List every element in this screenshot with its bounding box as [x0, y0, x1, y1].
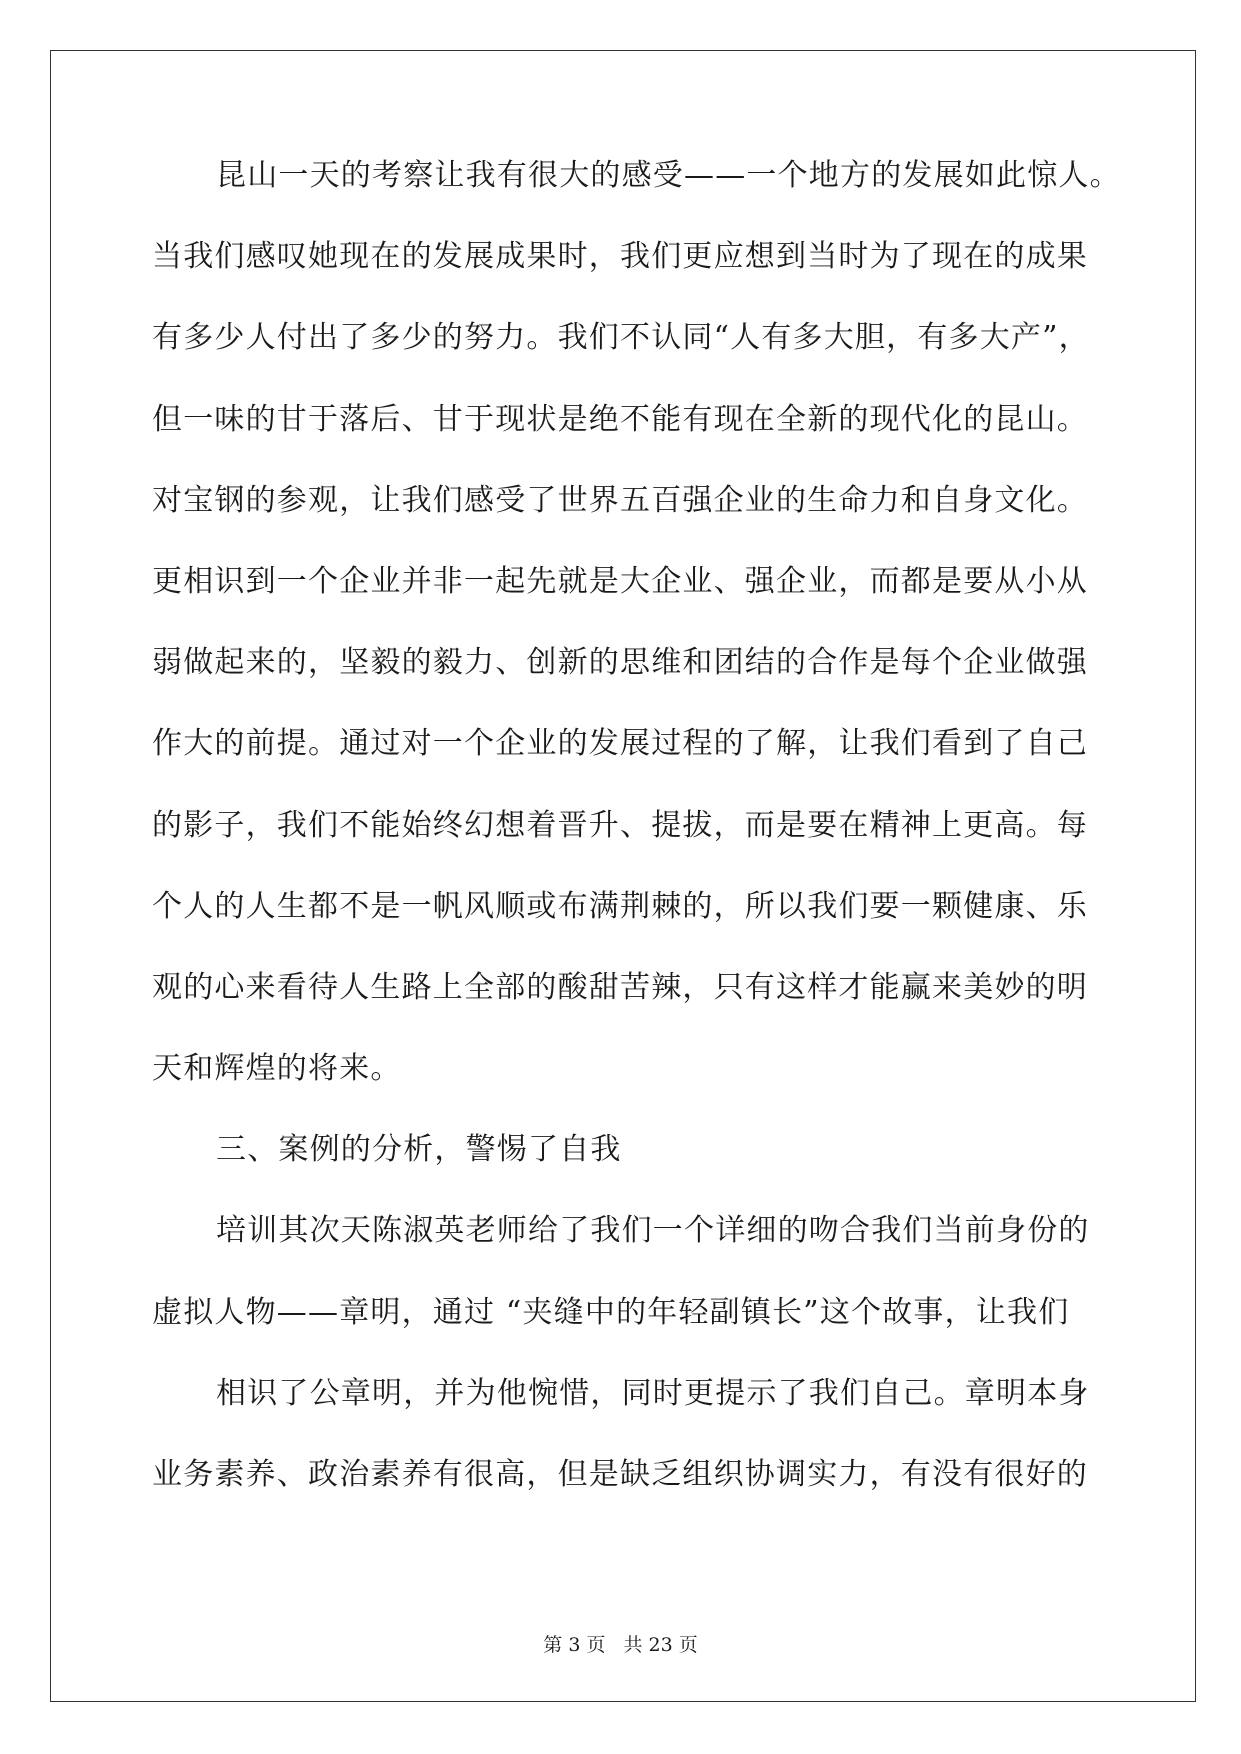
- section-heading: 三、案例的分析，警惕了自我: [216, 1132, 622, 1168]
- paragraph-line: 虚拟人物——章明，通过 “夹缝中的年轻副镇长”这个故事，让我们: [152, 1294, 1070, 1330]
- paragraph-line: 相识了公章明，并为他惋惜，同时更提示了我们自己。章明本身: [216, 1375, 1090, 1411]
- paragraph-line: 个人的人生都不是一帆风顺或布满荆棘的，所以我们要一颗健康、乐: [152, 888, 1088, 924]
- page-footer: [0, 1630, 1241, 1657]
- page-number: 第 3 页: [543, 1634, 606, 1656]
- paragraph-line: 当我们感叹她现在的发展成果时，我们更应想到当时为了现在的成果: [152, 239, 1088, 275]
- paragraph-line: 的影子，我们不能始终幻想着晋升、提拔，而是要在精神上更高。每: [152, 807, 1088, 843]
- paragraph-line: 更相识到一个企业并非一起先就是大企业、强企业，而都是要从小从: [152, 563, 1088, 599]
- paragraph-line: 有多少人付出了多少的努力。我们不认同“人有多大胆，有多大产”，: [152, 320, 1090, 356]
- paragraph-line: 培训其次天陈淑英老师给了我们一个详细的吻合我们当前身份的: [216, 1213, 1090, 1249]
- document-body: [152, 158, 1121, 1540]
- paragraph-line: 天和辉煌的将来。: [152, 1051, 402, 1087]
- page-total: 共 23 页: [623, 1634, 698, 1656]
- paragraph-line: 对宝钢的参观，让我们感受了世界五百强企业的生命力和自身文化。: [152, 482, 1088, 518]
- paragraph-line: 弱做起来的，坚毅的毅力、创新的思维和团结的合作是每个企业做强: [152, 645, 1088, 681]
- paragraph-line: 但一味的甘于落后、甘于现状是绝不能有现在全新的现代化的昆山。: [152, 401, 1088, 437]
- paragraph-line: 昆山一天的考察让我有很大的感受——一个地方的发展如此惊人。: [216, 158, 1121, 193]
- paragraph-line: 观的心来看待人生路上全部的酸甜苦辣，只有这样才能赢来美妙的明: [152, 969, 1088, 1005]
- paragraph-line: 作大的前提。通过对一个企业的发展过程的了解，让我们看到了自己: [152, 726, 1088, 762]
- paragraph-line: 业务素养、政治素养有很高，但是缺乏组织协调实力，有没有很好的: [152, 1457, 1088, 1492]
